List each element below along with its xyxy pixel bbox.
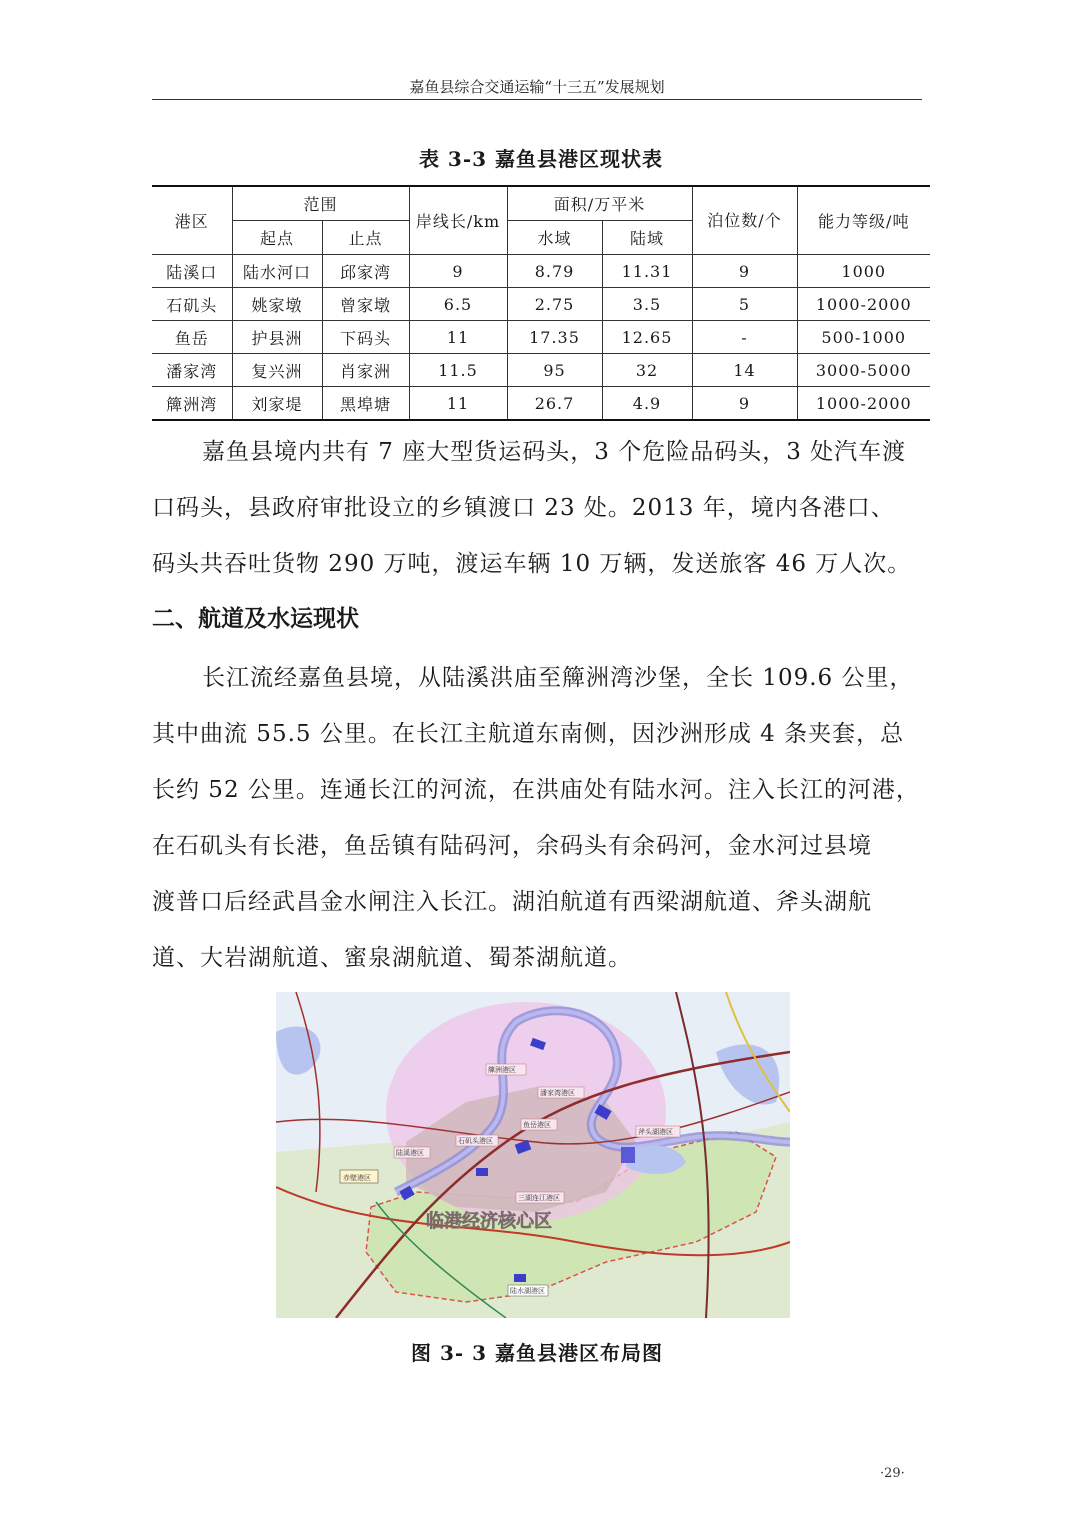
cell-end: 黑埠塘 xyxy=(322,387,409,421)
paragraph-waterways xyxy=(152,650,922,986)
cell-start: 陆水河口 xyxy=(232,255,322,288)
cell-water: 17.35 xyxy=(507,321,602,354)
header-area: 面积/万平米 xyxy=(507,186,692,221)
cell-shoreline: 11 xyxy=(409,321,507,354)
cell-berths: 14 xyxy=(692,354,797,387)
cell-end: 下码头 xyxy=(322,321,409,354)
cell-berths: 9 xyxy=(692,387,797,421)
cell-land: 3.5 xyxy=(602,288,692,321)
cell-water: 26.7 xyxy=(507,387,602,421)
cell-shoreline: 11.5 xyxy=(409,354,507,387)
cell-berths: 9 xyxy=(692,255,797,288)
label-panjiawan: 潘家湾港区 xyxy=(540,1089,575,1097)
map-graphic xyxy=(276,992,790,1318)
cell-port: 簰洲湾 xyxy=(152,387,232,421)
cell-berths: 5 xyxy=(692,288,797,321)
paragraph-line: 嘉鱼县境内共有 7 座大型货运码头，3 个危险品码头，3 处汽车渡 xyxy=(202,439,907,465)
label-yuyue: 鱼岳港区 xyxy=(523,1121,551,1129)
paragraph-line: 码头共吞吐货物 290 万吨，渡运车辆 10 万辆，发送旅客 46 万人次。 xyxy=(152,551,912,577)
table-row xyxy=(152,354,930,387)
table-row xyxy=(152,321,930,354)
cell-port: 鱼岳 xyxy=(152,321,232,354)
table-row xyxy=(152,255,930,288)
header-land: 陆域 xyxy=(602,221,692,255)
label-futouhu: 斧头湖港区 xyxy=(638,1128,673,1136)
cell-end: 邱家湾 xyxy=(322,255,409,288)
cell-land: 32 xyxy=(602,354,692,387)
running-header: 嘉鱼县综合交通运输“十三五”发展规划 xyxy=(409,78,665,96)
cell-capacity: 1000-2000 xyxy=(797,387,930,421)
label-shijitou: 石矶头港区 xyxy=(458,1137,493,1145)
cell-port: 潘家湾 xyxy=(152,354,232,387)
paragraph-line: 长江流经嘉鱼县境，从陆溪洪庙至簰洲湾沙堡，全长 109.6 公里， xyxy=(202,665,914,691)
port-marker xyxy=(476,1168,488,1176)
header-berths xyxy=(692,186,797,255)
header-water: 水域 xyxy=(507,221,602,255)
cell-land: 12.65 xyxy=(602,321,692,354)
header-start: 起点 xyxy=(232,221,322,255)
cell-port: 陆溪口 xyxy=(152,255,232,288)
cell-shoreline: 9 xyxy=(409,255,507,288)
section-heading: 二、航道及水运现状 xyxy=(152,606,359,632)
cell-capacity: 1000-2000 xyxy=(797,288,930,321)
header-range: 范围 xyxy=(232,186,409,221)
cell-end: 曾家墩 xyxy=(322,288,409,321)
cell-port: 石矶头 xyxy=(152,288,232,321)
cell-berths: - xyxy=(692,321,797,354)
paragraph-ports-summary xyxy=(152,424,922,592)
cell-start: 刘家堤 xyxy=(232,387,322,421)
paragraph-line: 渡普口后经武昌金水闸注入长江。湖泊航道有西梁湖航道、斧头湖航 xyxy=(152,889,872,915)
cell-start: 复兴洲 xyxy=(232,354,322,387)
port-status-table xyxy=(152,185,930,421)
header-berths-text: 泊位数/个 xyxy=(707,210,782,230)
label-core-zone: 临港经济核心区 xyxy=(426,1211,552,1232)
label-paizhouwan: 簰洲港区 xyxy=(488,1066,516,1074)
cell-water: 95 xyxy=(507,354,602,387)
header-rule xyxy=(152,99,922,100)
paragraph-line: 道、大岩湖航道、蜜泉湖航道、蜀茶湖航道。 xyxy=(152,945,632,971)
header-end: 止点 xyxy=(322,221,409,255)
cell-capacity: 3000-5000 xyxy=(797,354,930,387)
header-shoreline: 岸线长/km xyxy=(409,186,507,255)
table-row xyxy=(152,387,930,421)
cell-start: 姚家墩 xyxy=(232,288,322,321)
port-marker xyxy=(514,1274,526,1282)
figure-caption: 图 3- 3 嘉鱼县港区布局图 xyxy=(410,1341,664,1365)
cell-end: 肖家洲 xyxy=(322,354,409,387)
label-chibi: 赤壁港区 xyxy=(343,1174,371,1182)
cell-start: 护县洲 xyxy=(232,321,322,354)
cell-capacity: 1000 xyxy=(797,255,930,288)
cell-capacity: 500-1000 xyxy=(797,321,930,354)
cell-land: 4.9 xyxy=(602,387,692,421)
table-caption: 表 3-3 嘉鱼县港区现状表 xyxy=(418,147,664,171)
paragraph-line: 长约 52 公里。连通长江的河流，在洪庙处有陆水河。注入长江的河港， xyxy=(152,777,920,803)
header-port: 港区 xyxy=(152,186,232,255)
label-luxi: 陆溪港区 xyxy=(396,1149,424,1157)
cell-land: 11.31 xyxy=(602,255,692,288)
page-number: ·29· xyxy=(880,1466,905,1481)
cell-water: 8.79 xyxy=(507,255,602,288)
label-lushuihu: 陆水湖港区 xyxy=(510,1287,545,1295)
table-row xyxy=(152,288,930,321)
label-sanhu: 三湖连江港区 xyxy=(518,1194,560,1202)
cell-shoreline: 6.5 xyxy=(409,288,507,321)
port-marker xyxy=(621,1147,635,1163)
port-layout-map xyxy=(276,992,790,1318)
paragraph-line: 口码头，县政府审批设立的乡镇渡口 23 处。2013 年，境内各港口、 xyxy=(152,495,895,521)
paragraph-line: 其中曲流 55.5 公里。在长江主航道东南侧，因沙洲形成 4 条夹套，总 xyxy=(152,721,905,747)
header-capacity: 能力等级/吨 xyxy=(797,186,930,255)
paragraph-line: 在石矶头有长港，鱼岳镇有陆码河，余码头有余码河，金水河过县境 xyxy=(152,833,872,859)
cell-water: 2.75 xyxy=(507,288,602,321)
cell-shoreline: 11 xyxy=(409,387,507,421)
